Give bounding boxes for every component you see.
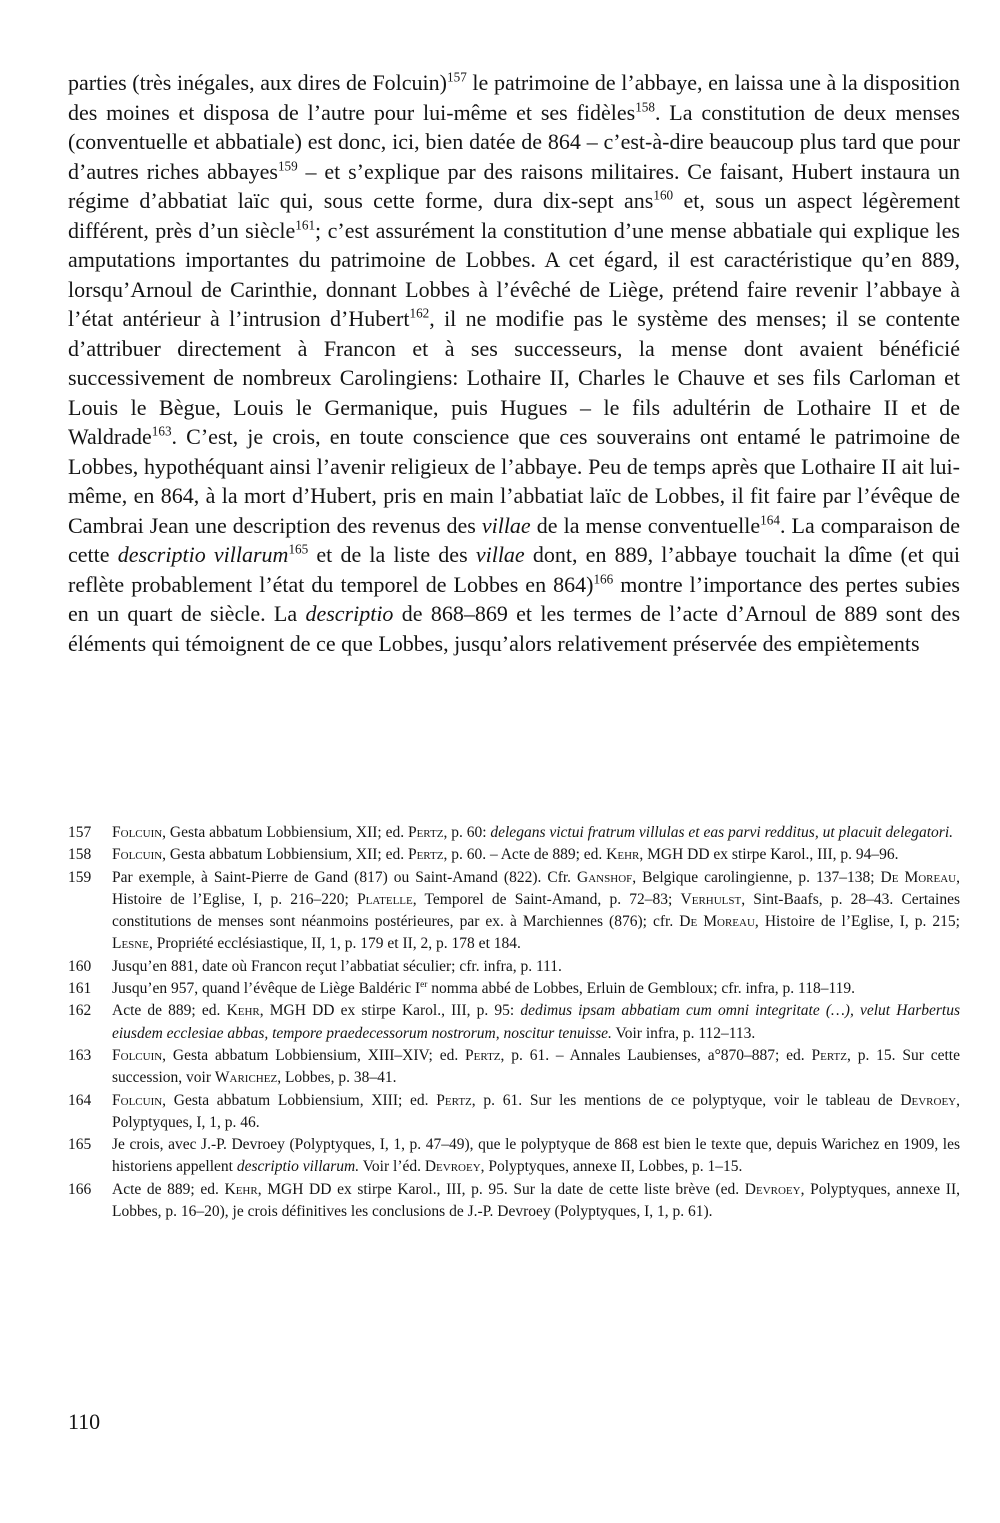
text-run: le patrimoine de l’abbaye, en laissa une à la disposition des moines et disposa de l’autre pour lui-même et ses fidèles bbox=[68, 70, 966, 125]
text-run: , Gesta abbatum Lobbiensium, XII; ed. bbox=[162, 824, 408, 841]
italic-text: descriptio villarum bbox=[117, 542, 289, 567]
text-run: ; c’est assurément la constitution d’une mense abbatiale qui explique les amputations importantes du patrimoine de Lobbes. A cet égard, il est caractéristique qu’en 889, lorsqu’Arnoul de Carinthie, donnant Lobbes à l’évêché de Liège, prétend faire revenir l’abbaye à l’état antérieur à l’intrusion d’Hubert bbox=[68, 217, 966, 331]
text-run: – et s’explique par des raisons militaires. Ce faisant, Hubert instaura un régime d’abbatiat laïc qui, sous cette forme, dura dix-sept ans bbox=[68, 158, 966, 213]
author-name: Ganshof bbox=[577, 868, 633, 886]
author-name: Kehr bbox=[224, 1180, 258, 1198]
text-run: , MGH DD ex stirpe Karol., III, p. 94–96. bbox=[639, 846, 899, 864]
text-run: , Polyptyques, I, 1, p. 46. bbox=[112, 1091, 964, 1131]
footnote-161 bbox=[68, 978, 960, 1000]
footnote-reference: 161 bbox=[295, 217, 316, 233]
italic-text: descriptio bbox=[305, 601, 394, 626]
text-run: , Temporel de Saint-Amand, p. 72–83; bbox=[412, 890, 681, 908]
author-name: Pertz bbox=[465, 1046, 501, 1064]
footnote-number: 157 bbox=[68, 824, 92, 841]
footnote-160 bbox=[68, 956, 960, 978]
footnote-reference: 163 bbox=[151, 423, 172, 439]
footnote-reference: 160 bbox=[653, 187, 674, 203]
text-run: , Gesta abbatum Lobbiensium, XIII–XIV; ed. bbox=[162, 1046, 466, 1064]
italic-text: villae bbox=[475, 542, 525, 567]
text-run: , p. 60: bbox=[443, 824, 491, 841]
author-name: Kehr bbox=[226, 1002, 260, 1020]
footnote-reference: 162 bbox=[409, 305, 430, 321]
text-run: Voir l’éd. bbox=[359, 1158, 425, 1176]
text-run: , p. 61. – Annales Laubienses, a°870–887; ed. bbox=[500, 1046, 812, 1064]
footnote-text bbox=[112, 1134, 964, 1179]
text-run: Acte de 889; ed. bbox=[112, 1002, 227, 1020]
author-name: Devroey bbox=[424, 1158, 481, 1176]
author-name: Pertz bbox=[407, 846, 444, 864]
footnote-165 bbox=[68, 1134, 964, 1179]
author-name: Devroey bbox=[900, 1091, 957, 1109]
author-name: Verhulst bbox=[680, 890, 742, 908]
footnote-159 bbox=[68, 867, 964, 956]
footnote-number: 162 bbox=[68, 1002, 92, 1020]
footnote-text bbox=[112, 844, 960, 866]
page-number: 110 bbox=[68, 1409, 101, 1434]
italic-text: villae bbox=[481, 512, 531, 538]
text-run: et de la liste des bbox=[308, 542, 476, 567]
footnote-number: 164 bbox=[68, 1091, 92, 1109]
author-name: Pertz bbox=[407, 824, 444, 841]
footnote-reference: 166 bbox=[593, 571, 614, 587]
text-run: et, sous un aspect légèrement différent, près d’un siècle bbox=[68, 188, 966, 243]
text-run: Voir infra, p. 112–113. bbox=[611, 1024, 756, 1042]
footnote-number: 166 bbox=[68, 1180, 92, 1198]
italic-text: dedimus ipsam abbatiam cum omni integritate (…), velut Harbertus eiusdem ecclesiae abbas, tempore praedecessorum nostrorum, noscitur tenuisse. bbox=[112, 1002, 964, 1042]
text-run: nomma abbé de Lobbes, Erluin de Gembloux; cfr. infra, p. 118–119. bbox=[427, 980, 855, 998]
text-run: , p. 15. Sur cette succession, voir bbox=[112, 1046, 964, 1087]
footnote-158 bbox=[68, 844, 960, 866]
text-run: , Polyptyques, annexe II, Lobbes, p. 1–15. bbox=[480, 1158, 743, 1176]
footnote-163 bbox=[68, 1045, 964, 1090]
footnote-reference: 165 bbox=[288, 541, 309, 557]
text-run: Je crois, avec J.-P. Devroey (Polyptyques, I, 1, p. 47–49), que le polyptyque de 868 est bien le texte que, depuis Warichez en 1909, les historiens appellent bbox=[112, 1136, 964, 1176]
text-run: , p. 60. – Acte de 889; ed. bbox=[443, 846, 607, 864]
author-name: Folcuin bbox=[112, 1091, 163, 1109]
author-name: Pertz bbox=[811, 1046, 847, 1064]
footnote-number: 161 bbox=[68, 980, 92, 998]
footnote-number: 163 bbox=[68, 1046, 92, 1064]
author-name: Platelle bbox=[357, 890, 413, 908]
text-run: . La constitution de deux menses (conventuelle et abbatiale) est donc, ici, bien datée de 864 – c’est-à-dire beaucoup plus tard que pour d’autres riches abbayes bbox=[68, 99, 966, 184]
text-run: , Belgique carolingienne, p. 137–138; bbox=[632, 868, 881, 886]
text-run: Acte de 889; ed. bbox=[112, 1180, 225, 1198]
footnote-text bbox=[112, 1090, 964, 1135]
footnote-162 bbox=[68, 1000, 964, 1045]
footnote-text bbox=[112, 1045, 964, 1090]
footnote-text bbox=[112, 1000, 964, 1045]
text-run: dont, en 889, l’abbaye touchait la dîme (et qui reflète probablement l’état du temporel de Lobbes en 864) bbox=[68, 542, 966, 597]
text-run: , il ne modifie pas le système des menses; il se contente d’attribuer directement à Francon et à ses successeurs, la mense dont avaient bénéficié successivement de nombreux Carolingiens: Lothaire II, Charles le Chauve et ses fils Carloman et Louis le Bègue, Louis le Germanique, puis Hugues – le fils adultérin de Lothaire II et de Waldrade bbox=[68, 306, 966, 449]
text-run: Jusqu’en 881, date où Francon reçut l’abbatiat séculier; cfr. infra, p. 111. bbox=[112, 957, 562, 975]
footnote-reference: 157 bbox=[447, 69, 467, 85]
author-name: Pertz bbox=[436, 1091, 472, 1109]
footnotes bbox=[68, 822, 964, 1223]
footnote-text bbox=[112, 978, 960, 1000]
author-name: Lesne bbox=[112, 935, 149, 953]
footnote-number: 165 bbox=[68, 1136, 92, 1154]
footnote-text bbox=[112, 1179, 964, 1224]
text-run: , Propriété ecclésiastique, II, 1, p. 179 et II, 2, p. 178 et 184. bbox=[148, 935, 521, 953]
text-run: . La comparaison de cette bbox=[68, 512, 966, 567]
text-run: , p. 61. Sur les mentions de ce polyptyque, voir le tableau de bbox=[471, 1091, 901, 1109]
author-name: Folcuin bbox=[112, 846, 163, 864]
footnote-reference: 159 bbox=[277, 158, 298, 174]
footnote-reference: 158 bbox=[635, 99, 655, 115]
text-run: parties (très inégales, aux dires de Folcuin) bbox=[68, 70, 447, 95]
text-run: de la mense conventuelle bbox=[530, 512, 761, 538]
footnote-166 bbox=[68, 1179, 964, 1224]
author-name: Devroey bbox=[744, 1180, 801, 1198]
footnote-number: 159 bbox=[68, 868, 92, 886]
author-name: Warichez bbox=[214, 1069, 278, 1087]
text-run: , Lobbes, p. 38–41. bbox=[277, 1069, 397, 1087]
text-run: Par exemple, à Saint-Pierre de Gand (817) ou Saint-Amand (822). Cfr. bbox=[112, 868, 578, 886]
footnote-reference: 164 bbox=[760, 512, 780, 528]
text-run: , Gesta abbatum Lobbiensium, XIII; ed. bbox=[162, 1091, 437, 1109]
footnote-164 bbox=[68, 1090, 964, 1135]
footnote-157 bbox=[68, 822, 960, 844]
text-run: , MGH DD ex stirpe Karol., III, p. 95: bbox=[259, 1002, 521, 1020]
footnote-reference: er bbox=[420, 979, 428, 990]
text-run: de 868–869 et les termes de l’acte d’Arnoul de 889 sont des éléments qui témoignent de ce que Lobbes, jusqu’alors relativement préservée des empiètements bbox=[68, 601, 966, 656]
text-run: . C’est, je crois, en toute conscience que ces souverains ont entamé le patrimoine de Lobbes, hypothéquant ainsi l’avenir religieux de l’abbaye. Peu de temps après que Lothaire II ait lui-même, en 864, à la mort d’Hubert, pris en main l’abbatiat laïc de Lobbes, il fit faire par l’évêque de Cambrai Jean une description des revenus des bbox=[68, 424, 966, 538]
italic-text: descriptio villarum. bbox=[236, 1158, 360, 1176]
text-run: , Sint-Baafs, p. 28–43. Certaines constitutions de menses sont néanmoins postérieures, par ex. à Marchiennes (876); cfr. bbox=[112, 890, 964, 931]
author-name: Folcuin bbox=[112, 824, 163, 841]
footnote-text bbox=[112, 956, 960, 978]
body-paragraph bbox=[68, 68, 966, 658]
text-run: Jusqu’en 957, quand l’évêque de Liège Baldéric I bbox=[112, 980, 421, 998]
text-run: , Histoire de l’Eglise, I, p. 215; bbox=[754, 913, 964, 931]
footnote-text bbox=[112, 822, 960, 844]
author-name: Folcuin bbox=[112, 1046, 163, 1064]
text-run: montre l’importance des pertes subies en un quart de siècle. La bbox=[68, 571, 966, 626]
text-run: , Histoire de l’Eglise, I, p. 216–220; bbox=[112, 868, 964, 908]
author-name: De Moreau bbox=[880, 868, 957, 886]
text-run: , MGH DD ex stirpe Karol., III, p. 95. Sur la date de cette liste brève (ed. bbox=[257, 1180, 745, 1198]
text-run: , Gesta abbatum Lobbiensium, XII; ed. bbox=[162, 846, 408, 864]
text-run: , Polyptyques, annexe II, Lobbes, p. 16–20), je crois définitives les conclusions de J.-P. Devroey (Polyptyques, I, 1, p. 61). bbox=[112, 1180, 964, 1221]
page bbox=[68, 68, 966, 658]
footnote-text bbox=[112, 867, 964, 956]
footnote-number: 158 bbox=[68, 846, 92, 864]
author-name: Kehr bbox=[606, 846, 640, 864]
footnote-number: 160 bbox=[68, 957, 92, 975]
author-name: De Moreau bbox=[679, 913, 755, 931]
italic-text: delegans victui fratrum villulas et eas parvi redditus, ut placuit delegatori. bbox=[490, 824, 954, 841]
